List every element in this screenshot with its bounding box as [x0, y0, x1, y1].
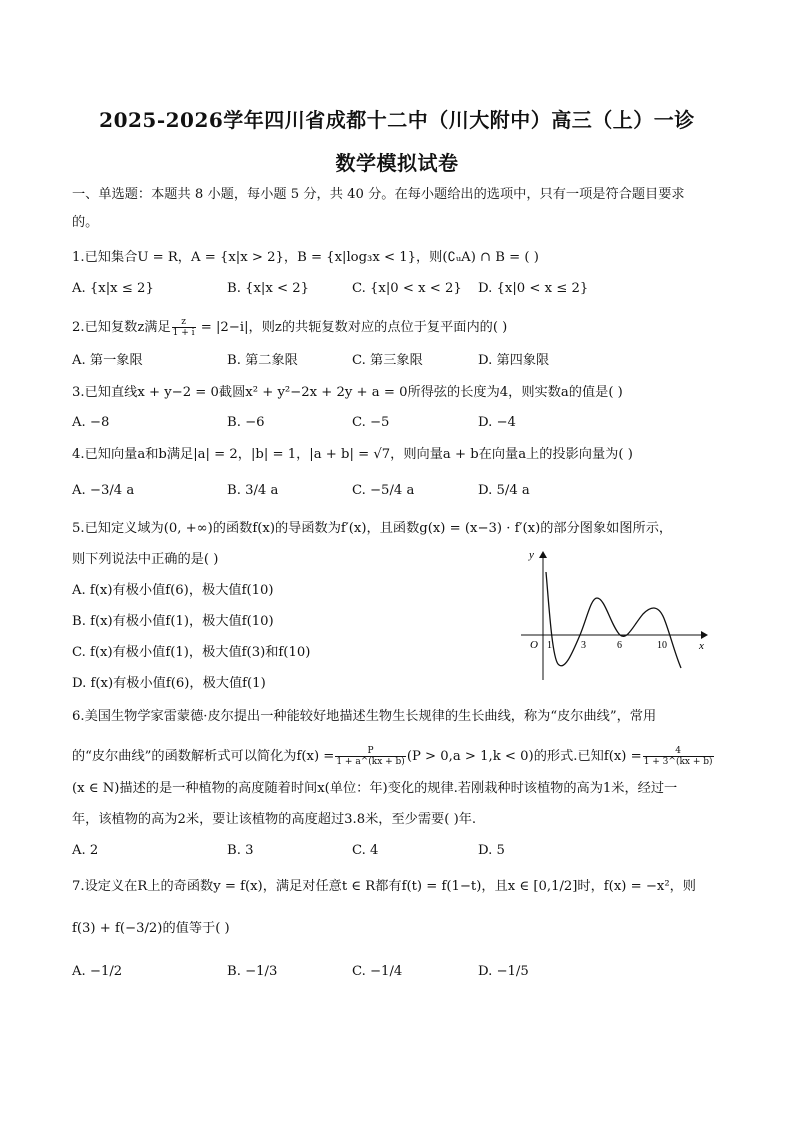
question-5-option-b: B. f(x)有极小值f(1)，极大值f(10): [72, 614, 274, 629]
question-6-option-d: D. 5: [478, 843, 505, 858]
question-2-stem: [72, 317, 507, 338]
question-2-option-c: C. 第三象限: [352, 353, 423, 368]
section-instructions-cont: 的。: [72, 215, 99, 230]
function-curve: [546, 572, 681, 668]
question-2-stem-b: = |2−i|，则z的共轭复数对应的点位于复平面内的( ): [196, 320, 508, 335]
tick-label-10: 10: [657, 640, 667, 651]
question-7-option-a: A. −1/2: [72, 964, 123, 979]
question-5-graph: [515, 546, 715, 686]
question-3-option-a: A. −8: [72, 415, 110, 430]
question-6-stem-line2-b: (P > 0,a > 1,k < 0)的形式.已知f(x) =: [406, 749, 642, 764]
question-7-option-b: B. −1/3: [227, 964, 278, 979]
question-7-stem-cont: f(3) + f(−3/2)的值等于( ): [72, 921, 230, 936]
question-4-option-c: C. −5/4 a: [352, 483, 415, 498]
question-2-option-d: D. 第四象限: [478, 353, 550, 368]
question-6-frac2-numerator: 4: [643, 746, 714, 757]
question-5-option-c: C. f(x)有极小值f(1)，极大值f(3)和f(10): [72, 645, 311, 660]
question-6-stem-line3: (x ∈ N)描述的是一种植物的高度随着时间x(单位：年)变化的规律.若刚栽种时该植物的高为1米，经过一: [72, 781, 678, 796]
question-6-stem: 6.美国生物学家雷蒙德·皮尔提出一种能较好地描述生物生长规律的生长曲线，称为“皮尔曲线”，常用: [72, 709, 657, 724]
tick-label-3: 3: [581, 640, 586, 651]
question-6-frac2-denominator: 1 + 3^(kx + b): [643, 757, 713, 767]
question-6-stem-line4: 年，该植物的高为2米，要让该植物的高度超过3.8米，至少需要( )年.: [72, 812, 477, 827]
question-7-option-c: C. −1/4: [352, 964, 403, 979]
question-1-option-c: C. {x|0 < x < 2}: [352, 281, 462, 296]
question-5-stem-cont: 则下列说法中正确的是( ): [72, 552, 219, 567]
tick-label-6: 6: [617, 640, 622, 651]
question-7-option-d: D. −1/5: [478, 964, 529, 979]
question-2-fraction: [172, 317, 196, 338]
question-3-option-c: C. −5: [352, 415, 390, 430]
section-instructions: 一、单选题：本题共 8 小题，每小题 5 分，共 40 分。在每小题给出的选项中，只有一项是符合题目要求: [72, 187, 685, 202]
question-6-option-c: C. 4: [352, 843, 379, 858]
question-4-option-b: B. 3/4 a: [227, 483, 279, 498]
question-6-fraction-2: [643, 746, 714, 767]
question-6-frac1-denominator: 1 + a^(kx + b): [336, 757, 405, 767]
question-1-option-b: B. {x|x < 2}: [227, 281, 309, 296]
question-6-option-a: A. 2: [72, 843, 99, 858]
question-4-option-a: A. −3/4 a: [72, 483, 135, 498]
question-5-option-a: A. f(x)有极小值f(6)，极大值f(10): [72, 583, 274, 598]
question-6-fraction-1: [335, 746, 405, 767]
question-2-frac-denominator: 1 + i: [172, 328, 195, 338]
question-7-stem: 7.设定义在R上的奇函数y = f(x)，满足对任意t ∈ R都有f(t) = f(1−t)，且x ∈ [0,1/2]时，f(x) = −x²，则: [72, 879, 696, 894]
question-1-option-d: D. {x|0 < x ≤ 2}: [478, 281, 589, 296]
origin-label: O: [530, 639, 538, 651]
question-6-frac1-numerator: P: [335, 746, 405, 757]
page-subtitle: 数学模拟试卷: [335, 151, 459, 175]
question-1-stem: 1.已知集合U = R，A = {x|x > 2}，B = {x|log₃x < 1}，则(∁ᵤA) ∩ B = ( ): [72, 250, 539, 265]
question-3-stem: 3.已知直线x + y−2 = 0截圆x² + y²−2x + 2y + a = 0所得弦的长度为4，则实数a的值是( ): [72, 385, 623, 400]
question-6-option-b: B. 3: [227, 843, 254, 858]
question-4-option-d: D. 5/4 a: [478, 483, 530, 498]
tick-label-1: 1: [547, 640, 552, 651]
x-axis-label: x: [699, 640, 704, 652]
question-2-option-a: A. 第一象限: [72, 353, 143, 368]
page-title: 2025-2026学年四川省成都十二中（川大附中）高三（上）一诊: [99, 108, 695, 132]
question-5-option-d: D. f(x)有极小值f(6)，极大值f(1): [72, 676, 266, 691]
question-1-option-a: A. {x|x ≤ 2}: [72, 281, 154, 296]
question-3-option-d: D. −4: [478, 415, 516, 430]
question-6-stem-line2-a: 的“皮尔曲线”的函数解析式可以简化为f(x) =: [72, 749, 335, 764]
question-3-option-b: B. −6: [227, 415, 265, 430]
question-5-stem: 5.已知定义域为(0, +∞)的函数f(x)的导函数为f′(x)，且函数g(x) = (x−3) · f′(x)的部分图象如图所示，: [72, 521, 673, 536]
y-axis-label: y: [529, 549, 534, 561]
question-4-stem: 4.已知向量a和b满足|a| = 2，|b| = 1，|a + b| = √7，则向量a + b在向量a上的投影向量为( ): [72, 447, 633, 462]
question-6-stem-line2: [72, 746, 715, 767]
question-2-option-b: B. 第二象限: [227, 353, 298, 368]
question-2-stem-a: 2.已知复数z满足: [72, 320, 171, 335]
question-2-frac-numerator: z: [172, 317, 196, 328]
